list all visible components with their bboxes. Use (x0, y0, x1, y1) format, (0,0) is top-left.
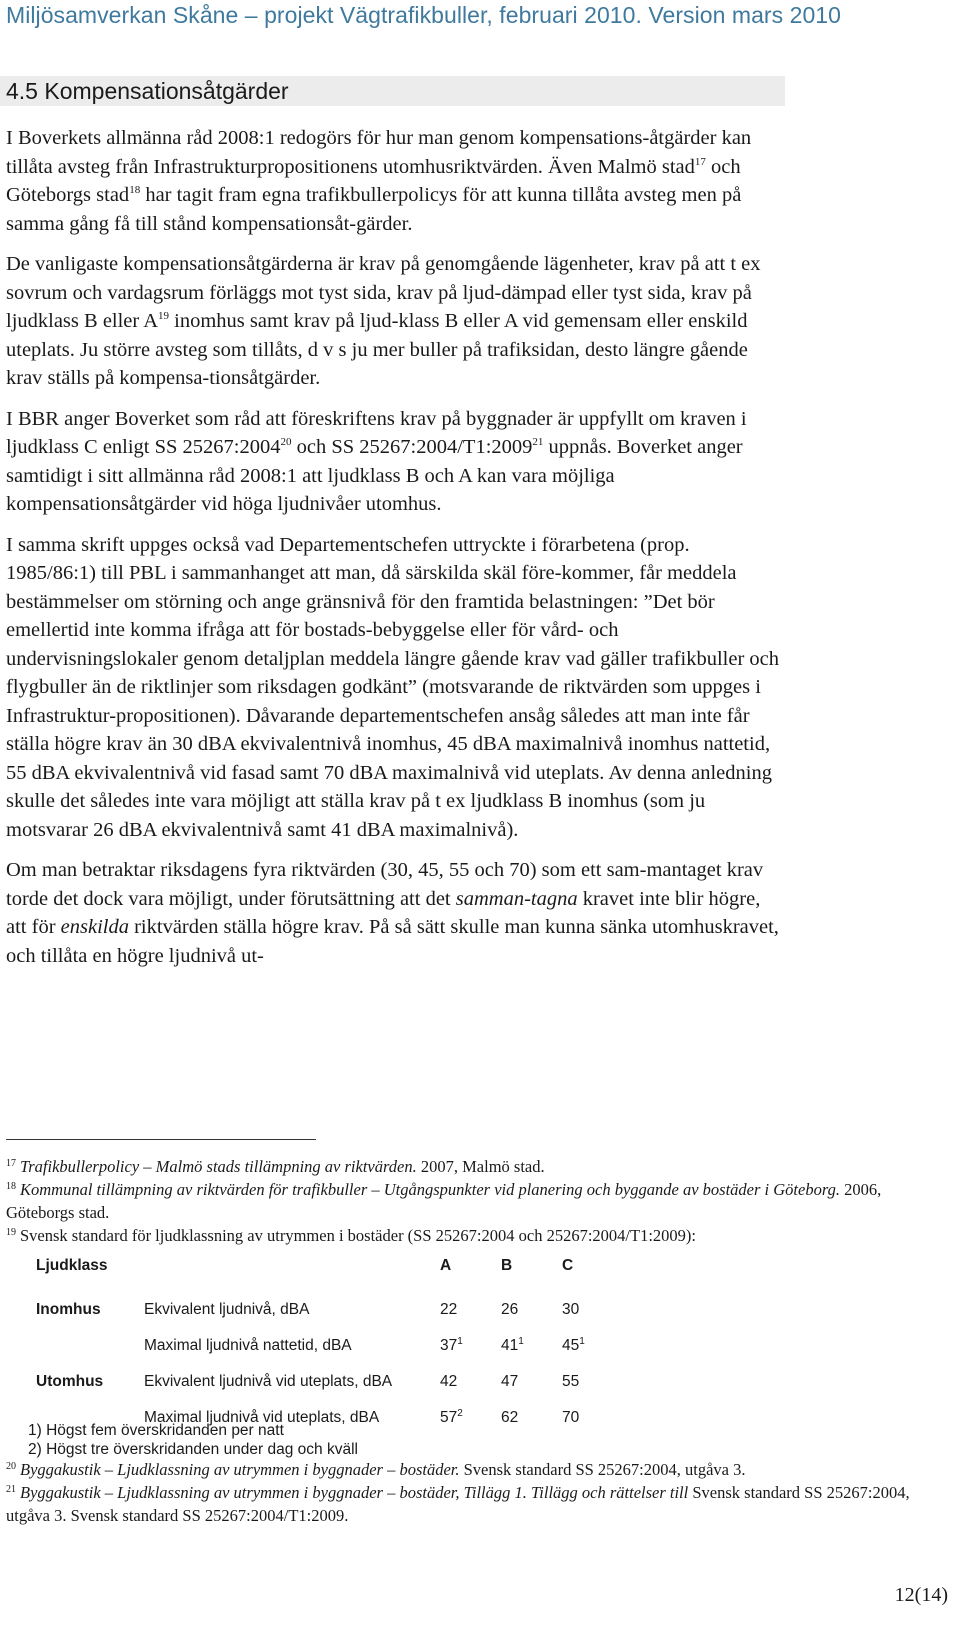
footnote-ref-18: 18 (129, 184, 141, 196)
footnote-ref-21: 21 (532, 436, 544, 448)
cell-a (440, 1364, 501, 1400)
cell-note: 2 (457, 1408, 463, 1419)
paragraph-5-emphasis-2: enskilda (60, 916, 129, 938)
paragraph-5-emphasis-1: samman-tagna (455, 887, 578, 910)
sound-class-table (36, 1248, 622, 1436)
paragraph-1-text-b: och Göteborgs stad (6, 155, 741, 206)
footnote-21-title: Byggakustik – Ljudklassning av utrymmen i byggnader – bostäder, Tillägg 1. Tillägg och rättelser till (20, 1483, 689, 1502)
footnote-21-number: 21 (6, 1484, 16, 1495)
paragraph-1-text-a: I Boverkets allmänna råd 2008:1 redogörs för hur man genom kompensations-åtgärder kan tillåta avsteg från Infrastrukturpropositionens utomhusriktvärden. Även Malmö stad (6, 127, 752, 178)
cell-value: 37 (440, 1337, 458, 1354)
table-note-2: 2) Högst tre överskridanden under dag och kväll (28, 1441, 358, 1458)
cell-b (501, 1400, 562, 1436)
footnote-19-text: Svensk standard för ljudklassning av utrymmen i bostäder (SS 25267:2004 och 25267:2004/T1:2009): (20, 1226, 696, 1245)
row-label: Maximal ljudnivå nattetid, dBA (144, 1337, 352, 1354)
cell-b (501, 1328, 562, 1364)
footnote-19 (6, 1224, 946, 1247)
footnote-18-rest: 2006, Göteborgs stad. (6, 1180, 882, 1222)
cell-value: 22 (440, 1301, 458, 1318)
paragraph-2-text-b: inomhus samt krav på ljud-klass B eller A vid gemensam eller enskild uteplats. Ju större avsteg som tillåts, d v s ju mer buller på trafiksidan, desto längre gående krav ställs på kompensa-tionsåtgärder. (6, 310, 748, 389)
paragraph-1 (6, 124, 784, 238)
header-ljudklass: Ljudklass (36, 1257, 108, 1274)
cell-value: 41 (501, 1337, 519, 1354)
paragraph-5-text-a: Om man betraktar riksdagens fyra riktvärden (30, 45, 55 och 70) som ett sam-mantaget krav torde det dock vara möjligt, under förutsättning att det (6, 859, 764, 910)
cell-c (562, 1328, 622, 1364)
section-heading: 4.5 Kompensationsåtgärder (0, 76, 785, 106)
footnote-18 (6, 1178, 946, 1224)
footnote-ref-20: 20 (280, 436, 292, 448)
sound-class-table-header (36, 1248, 622, 1284)
footnote-21-rest: Svensk standard SS 25267:2004, utgåva 3. Svensk standard SS 25267:2004/T1:2009. (6, 1483, 910, 1525)
paragraph-5-text-c: riktvärden ställa högre krav. På så sätt skulle man kunna sänka utomhuskravet, och tillåta en högre ljudnivå ut- (6, 916, 779, 967)
footnote-17-rest: 2007, Malmö stad. (416, 1157, 545, 1176)
footnote-20-title: Byggakustik – Ljudklassning av utrymmen i byggnader – bostäder. (20, 1460, 460, 1479)
paragraph-4: I samma skrift uppges också vad Departementschefen uttryckte i förarbetena (prop. 1985/86:1) till PBL i sammanhanget att man, då särskilda skäl före-kommer, får meddela bestämmelser om störning och ange gränsnivå för den framtida belastningen: ”Det bör emellertid inte komma ifråga att för bostads-bebyggelse eller för vård- och undervisningslokaler genom detaljplan meddela längre gående krav vad gäller trafikbuller och flygbuller än de riktlinjer som riksdagen godkänt” (motsvarande de riktvärden som uppges i Infrastruktur-propositionen). Dåvarande departementschefen ansåg således att man inte får ställa högre krav än 30 dBA ekvivalentnivå inomhus, 45 dBA maximalnivå inomhus nattetid, 55 dBA ekvivalentnivå vid fasad samt 70 dBA maximalnivå vid uteplats. Av denna anledning skulle det således inte vara möjligt att ställa krav på t ex ljudklass B inomhus (som ju motsvarar 26 dBA ekvivalentnivå samt 41 dBA maximalnivå). (6, 533, 780, 841)
paragraph-2-text-a: De vanligaste kompensationsåtgärderna är krav på genomgående lägenheter, krav på att t ex sovrum och vardagsrum förläggs mot tyst sida, krav på ljud-dämpad eller tyst sida, krav på ljudklass B eller A (6, 253, 761, 332)
row-group (36, 1328, 144, 1364)
paragraph-3 (6, 405, 784, 519)
footnote-ref-17: 17 (694, 155, 706, 168)
table-gap (36, 1284, 622, 1292)
header-a: A (440, 1257, 452, 1274)
paragraph-1-text-c: har tagit fram egna trafikbullerpolicys för att kunna tillåta avsteg men på samma gång få till stånd kompensationsåt-gärder. (6, 184, 742, 235)
footnote-20-number: 20 (6, 1461, 16, 1472)
table-notes (28, 1421, 358, 1459)
header-b: B (501, 1257, 513, 1274)
cell-c (562, 1292, 622, 1328)
paragraph-5-text-b: kravet inte blir högre, att för (6, 887, 761, 938)
footnote-ref-19: 19 (158, 310, 170, 322)
cell-value: 55 (562, 1373, 580, 1390)
row-label: Maximal ljudnivå vid uteplats, dBA (144, 1409, 380, 1426)
footnote-18-title: Kommunal tillämpning av riktvärden för trafikbuller – Utgångspunkter vid planering och byggande av bostäder i Göteborg. (20, 1180, 841, 1199)
row-label: Ekvivalent ljudnivå vid uteplats, dBA (144, 1373, 393, 1390)
table-row (36, 1292, 622, 1328)
header-c: C (562, 1257, 574, 1274)
table-note-1: 1) Högst fem överskridanden per natt (28, 1422, 284, 1439)
cell-note: 1 (457, 1336, 463, 1347)
cell-value: 47 (501, 1373, 519, 1390)
cell-value: 57 (440, 1409, 458, 1426)
footnote-19-number: 19 (6, 1227, 16, 1238)
cell-a (440, 1400, 501, 1436)
row-group-utomhus: Utomhus (36, 1373, 104, 1390)
paragraph-3-text-b: och SS 25267:2004/T1:2009 (291, 436, 533, 458)
row-label: Ekvivalent ljudnivå, dBA (144, 1301, 310, 1318)
footnote-divider (6, 1139, 316, 1140)
cell-c (562, 1400, 622, 1436)
row-group-inomhus: Inomhus (36, 1301, 101, 1318)
paragraph-3-text-c: uppnås. Boverket anger samtidigt i sitt allmänna råd 2008:1 att ljudklass B och A kan vara möjliga kompensationsåtgärder vid höga ljudnivåer utomhus. (6, 436, 743, 515)
paragraph-3-text-a: I BBR anger Boverket som råd att föreskriftens krav på byggnader är uppfyllt om kraven i ljudklass C enligt SS 25267:2004 (6, 407, 747, 458)
footnotes-bottom (6, 1458, 946, 1527)
paragraph-5 (6, 856, 784, 970)
footnote-17 (6, 1155, 946, 1178)
cell-value: 30 (562, 1301, 580, 1318)
cell-note: 1 (518, 1336, 524, 1347)
header-spacer (144, 1248, 440, 1284)
cell-value: 70 (562, 1409, 580, 1426)
table-row (36, 1364, 622, 1400)
cell-value: 62 (501, 1409, 519, 1426)
page-number: 12(14) (894, 1584, 948, 1606)
footnote-21 (6, 1481, 946, 1527)
cell-value: 26 (501, 1301, 519, 1318)
footnote-17-title: Trafikbullerpolicy – Malmö stads tillämpning av riktvärden. (20, 1157, 417, 1176)
cell-b (501, 1364, 562, 1400)
paragraph-2 (6, 250, 784, 393)
footnote-20 (6, 1458, 946, 1481)
table-row (36, 1328, 622, 1364)
cell-a (440, 1328, 501, 1364)
cell-value: 42 (440, 1373, 458, 1390)
footnotes-top (6, 1155, 946, 1247)
body-text (6, 124, 784, 982)
cell-note: 1 (579, 1336, 585, 1347)
cell-value: 45 (562, 1337, 580, 1354)
cell-a (440, 1292, 501, 1328)
footnote-18-number: 18 (6, 1181, 16, 1192)
cell-c (562, 1364, 622, 1400)
document-header: Miljösamverkan Skåne – projekt Vägtrafikbuller, februari 2010. Version mars 2010 (6, 2, 841, 28)
footnote-20-rest: Svensk standard SS 25267:2004, utgåva 3. (459, 1460, 746, 1479)
cell-b (501, 1292, 562, 1328)
footnote-17-number: 17 (6, 1158, 16, 1169)
